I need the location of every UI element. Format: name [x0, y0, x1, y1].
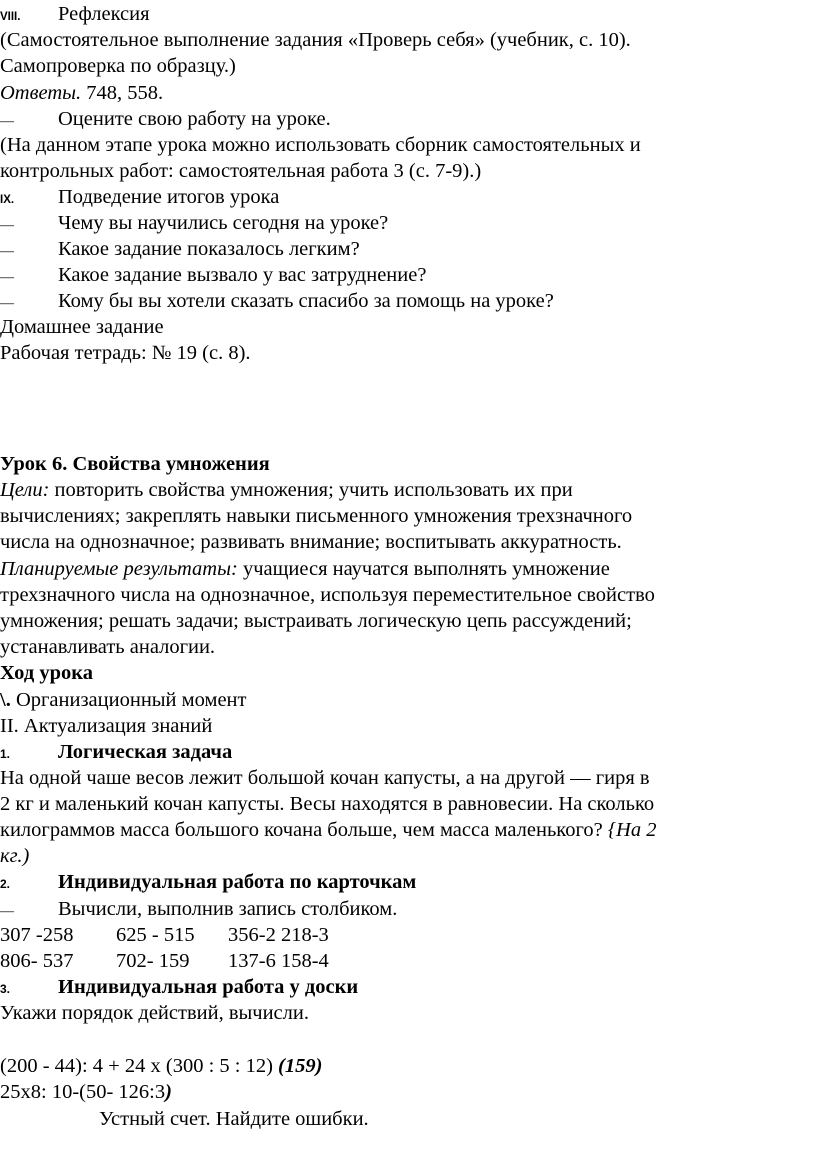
list-item — [0, 106, 331, 135]
list-item-text: Кому бы вы хотели сказать спасибо за помощь на уроке? — [58, 290, 554, 312]
expression-text: 25x8: 10-(50- 126:3 — [0, 1081, 166, 1103]
course-title-text: Ход урока — [0, 662, 93, 684]
exercise-row — [0, 922, 329, 948]
goals-line — [0, 477, 573, 503]
list-item — [0, 236, 360, 265]
expression-text: (200 - 44): 4 + 24 х (300 : 5 : 12) — [0, 1055, 273, 1077]
item-3-heading — [0, 974, 358, 1002]
results-line — [0, 556, 610, 582]
section-ix-heading — [0, 184, 279, 213]
paragraph-line: На одной чаше весов лежит большой кочан капусты, а на другой — гиря в — [0, 767, 650, 789]
exercise-cell: 806- 537 — [0, 950, 74, 972]
step-2: II. Актуализация знаний — [0, 715, 213, 737]
item-number: 2. — [0, 877, 11, 891]
exercise-cell: 356-2 218-3 — [228, 924, 329, 946]
oral-count-line: Устный счет. Найдите ошибки. — [99, 1108, 369, 1130]
results-label: Планируемые результаты: — [0, 558, 238, 580]
list-item — [0, 896, 397, 925]
paragraph-line: вычислениях; закреплять навыки письменного умножения трехзначного — [0, 505, 633, 527]
exercise-cell: 137-6 158-4 — [228, 950, 329, 972]
answers-label: Ответы. — [0, 82, 82, 104]
item-title: Логическая задача — [58, 741, 233, 763]
paragraph-line: трехзначного числа на однозначное, используя переместительное свойство — [0, 584, 655, 606]
exercise-cell: 702- 159 — [116, 950, 190, 972]
item-number: 1. — [0, 747, 11, 761]
list-item-text: Чему вы научились сегодня на уроке? — [58, 212, 389, 234]
list-item — [0, 262, 426, 291]
paragraph-line: числа на однозначное; развивать внимание; воспитывать аккуратность. — [0, 531, 622, 553]
answers-line — [0, 80, 163, 106]
homework-text: Рабочая тетрадь: № 19 (с. 8). — [0, 342, 251, 364]
expression-2 — [0, 1079, 172, 1105]
expression-answer: (159) — [278, 1055, 323, 1077]
step-marker: \. — [0, 689, 11, 711]
list-item — [0, 288, 554, 317]
dash-marker: — — [0, 270, 14, 285]
paragraph-line: контрольных работ: самостоятельная работа 3 (с. 7-9).) — [0, 160, 482, 182]
task-answer: кг.) — [0, 845, 30, 867]
task-answer: {На 2 — [607, 819, 657, 841]
exercise-cell: 307 -258 — [0, 924, 74, 946]
paragraph-line: (На данном этапе урока можно использовать сборник самостоятельных и — [0, 134, 641, 156]
item-number: 3. — [0, 982, 11, 996]
item-title: Индивидуальная работа по карточкам — [58, 871, 417, 893]
section-title: Рефлексия — [58, 3, 150, 25]
step-1 — [0, 687, 247, 713]
section-title: Подведение итогов урока — [58, 186, 280, 208]
list-item-text: Какое задание показалось легким? — [58, 238, 360, 260]
list-item — [0, 210, 388, 239]
dash-marker: — — [0, 218, 14, 233]
task-line-3 — [0, 817, 656, 843]
paragraph-line: умножения; решать задачи; выстраивать логическую цепь рассуждений; — [0, 610, 632, 632]
list-item-text: Вычисли, выполнив запись столбиком. — [58, 898, 398, 920]
lesson-title — [0, 451, 270, 477]
paragraph-line: 2 кг и маленький кочан капусты. Весы находятся в равновесии. На сколько — [0, 793, 655, 815]
list-item-text: Оцените свою работу на уроке. — [58, 108, 331, 130]
paragraph-line: Самопроверка по образцу.) — [0, 55, 236, 77]
item-title: Индивидуальная работа у доски — [58, 976, 359, 998]
paragraph-line: устанавливать аналогии. — [0, 636, 216, 658]
paragraph-line: (Самостоятельное выполнение задания «Проверь себя» (учебник, с. 10). — [0, 29, 631, 51]
goals-label: Цели: — [0, 479, 50, 501]
task-answer-cont — [0, 843, 29, 869]
item-3-task: Укажи порядок действий, вычисли. — [0, 1002, 309, 1024]
expression-1 — [0, 1053, 322, 1079]
section-marker: VIII. — [0, 11, 21, 23]
dash-marker: — — [0, 904, 14, 919]
section-marker: IX. — [0, 194, 15, 206]
item-1-heading — [0, 739, 232, 767]
dash-marker: — — [0, 244, 14, 259]
expression-close: ) — [165, 1081, 172, 1103]
results-text: учащиеся научатся выполнять умножение — [237, 558, 610, 580]
exercise-row — [0, 948, 329, 974]
homework-title: Домашнее задание — [0, 316, 164, 338]
step-text: Организационный момент — [10, 689, 247, 711]
list-item-text: Какое задание вызвало у вас затруднение? — [58, 264, 427, 286]
lesson-title-text: Урок 6. Свойства умножения — [0, 453, 270, 475]
section-viii-heading — [0, 1, 150, 30]
item-2-heading — [0, 869, 416, 897]
goals-text: повторить свойства умножения; учить использовать их при — [49, 479, 573, 501]
answers-value: 748, 558. — [81, 82, 164, 104]
dash-marker: — — [0, 296, 14, 311]
exercise-cell: 625 - 515 — [116, 924, 195, 946]
course-title — [0, 660, 93, 686]
paragraph-line: килограммов масса большого кочана больше, чем масса маленького? — [0, 819, 603, 841]
dash-marker: — — [0, 114, 14, 129]
